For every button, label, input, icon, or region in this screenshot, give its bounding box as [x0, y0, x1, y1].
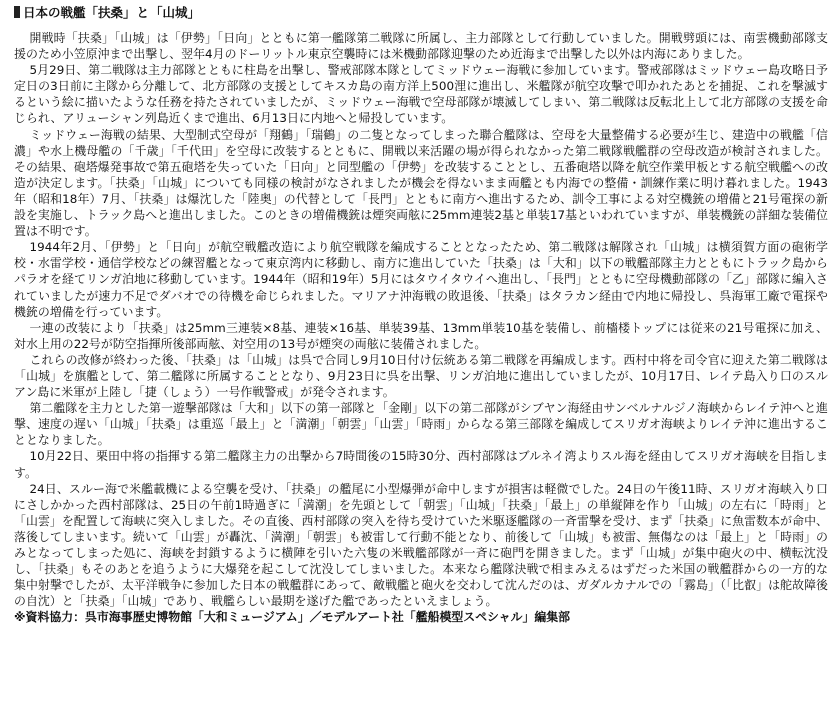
article-body: [14, 30, 828, 609]
source-credit: ※資料協力：呉市海事歴史博物館「大和ミュージアム」／モデルアート社「艦船模型スペシャル」編集部: [14, 610, 571, 625]
title-series: 日本の戦艦: [23, 5, 86, 20]
paragraph: これらの改修が終わった後、「扶桑」は「山城」は呉で合同し9月10日付け伝統ある第二戦隊を再編成します。西村中将を司令官に迎えた第二戦隊は「山城」を旗艦として、第二艦隊に所属することとなり、9月23日に呉を出撃、リンガ泊地に進出していましたが、10月17日、レイテ島入り口のスルアン島に米軍が上陸し「捷（しょう）一号作戦警戒」が発令されます。: [14, 352, 828, 400]
title-bullet-icon: [14, 6, 20, 18]
article-title: [14, 4, 828, 20]
title-name: 「山城」: [150, 5, 201, 20]
title-separator: と: [136, 5, 150, 20]
title-subtitle: 「扶桑」: [85, 5, 136, 20]
paragraph: 第二艦隊を主力とした第一遊撃部隊は「大和」以下の第一部隊と「金剛」以下の第二部隊がシブヤン海経由サンベルナルジノ海峡からレイテ沖へと進撃、速度の遅い「山城」「扶桑」は重巡「最上」と「満潮」「朝雲」「山雲」「時雨」からなる第三部隊を編成してスリガオ海峡よりレイテ沖に進出することとなりました。: [14, 401, 828, 448]
paragraph: 一連の改装により「扶桑」は25mm三連装×8基、連装×16基、単装39基、13mm単装10基を装備し、前檣楼トップには従来の21号電探に加え、対水上用の22号が防空指揮所後部両舷、対空用の13号が煙突の両舷に装備されました。: [14, 320, 828, 351]
paragraph: 10月22日、栗田中将の指揮する第二艦隊主力の出撃から7時間後の15時30分、西村部隊はブルネイ湾よりスル海を経由してスリガオ海峡を目指します。: [14, 449, 828, 480]
paragraph: 1944年2月、「伊勢」と「日向」が航空戦艦改造により航空戦隊を編成することとなったため、第二戦隊は解隊され「山城」は横須賀方面の砲術学校・水雷学校・通信学校などの練習艦となって東京湾内に移動し、南方に進出していた「扶桑」は「大和」以下の戦艦部隊主力とともにトラック島からパラオを経てリンガ泊地に移動しています。1944年（昭和19年）5月にはタウイタウイへ進出し、「長門」とともに空母機動部隊の「乙」部隊に編入されていましたが速力不足でダバオでの待機を命じられました。マリアナ沖海戦の敗退後、「扶桑」はタラカン経由で内地に帰投し、呉海軍工廠で電探や機銃の増備を行っています。: [14, 240, 828, 319]
paragraph: 5月29日、第二戦隊は主力部隊とともに柱島を出撃し、警戒部隊本隊としてミッドウェー海戦に参加しています。警戒部隊はミッドウェー島攻略日予定日の3日前に主隊から分離して、北方部隊の支援としてキスカ島の南方洋上500浬に進出し、米艦隊が航空攻撃で叩かれたあとを捕捉、これを撃滅するという絵に描いたような任務を持たされていましたが、ミッドウェー海戦で空母部隊が壊滅してしまい、第二戦隊は反転北上して北方部隊の支援を命じられ、アリューシャン列島近くまで進出、6月13日に内地へと帰投しています。: [14, 63, 828, 126]
paragraph: ミッドウェー海戦の結果、大型制式空母が「翔鶴」「瑞鶴」の二隻となってしまった聯合艦隊は、空母を大量整備する必要が生じ、建造中の戦艦「信濃」や水上機母艦の「千歳」「千代田」を空母に改装するとともに、開戦以来活躍の場が得られなかった第二戦隊戦艦群の空母改造が検討されました。その結果、砲塔爆発事故で第五砲塔を失っていた「日向」と同型艦の「伊勢」を改装することとし、五番砲塔以降を航空作業甲板とする航空戦艦への改造が決定します。「扶桑」「山城」についても同様の検討がなされましたが機会を得ないまま両艦とも内海での整備・訓練作業に明け暮れました。1943年（昭和18年）7月、「扶桑」は爆沈した「陸奥」の代替として「長門」とともに南方へ進出するため、訓令工事による対空機銃の増備と21号電探の新設を実施し、トラック島へと進出しました。このときの増備機銃は煙突両舷に25mm連装2基と単装17基といわれていますが、単装機銃の詳細な装備位置は不明です。: [14, 127, 828, 239]
paragraph: 開戦時「扶桑」「山城」は「伊勢」「日向」とともに第一艦隊第二戦隊に所属し、主力部隊として行動していました。開戦劈頭には、南雲機動部隊支援のため小笠原沖まで出撃し、翌年4月のドーリットル東京空襲時には米機動部隊迎撃のため近海まで出撃した以外は内海にありました。: [14, 31, 828, 62]
paragraph: 24日、スルー海で米艦載機による空襲を受け、「扶桑」の艦尾に小型爆弾が命中しますが損害は軽微でした。24日の午後11時、スリガオ海峡入り口にさしかかった西村部隊は、25日の午前1時過ぎに「満潮」を先頭として「朝雲」「山城」「扶桑」「最上」の単縦陣を作り「山城」の左右に「時雨」と「山雲」を配置して海峡に突入しました。その直後、西村部隊の突入を待ち受けていた米駆逐艦隊の一斉雷撃を受け、まず「扶桑」に魚雷数本が命中、落後してしまいます。続いて「山雲」が轟沈、「満潮」「朝雲」も被雷して行動不能となり、前後して「山城」も被雷、無傷なのは「最上」と「時雨」のみとなってしまった処に、海峡を封鎖するように横陣を引いた六隻の米戦艦部隊が一斉に砲門を開きました。まず「山城」が集中砲火の中、横転沈没し、「扶桑」もそのあとを追うように大爆発を起こして沈没してしまいました。本来なら艦隊決戦で相まみえるはずだった米国の戦艦群からの一方的な集中射撃でしたが、太平洋戦争に参加した日本の戦艦群にあって、敵戦艦と砲火を交わして沈んだのは、ガダルカナルでの「霧島」（「比叡」は舵故障後の自沈）と「扶桑」「山城」であり、戦艦らしい最期を遂げた艦であったといえましょう。: [14, 481, 828, 609]
